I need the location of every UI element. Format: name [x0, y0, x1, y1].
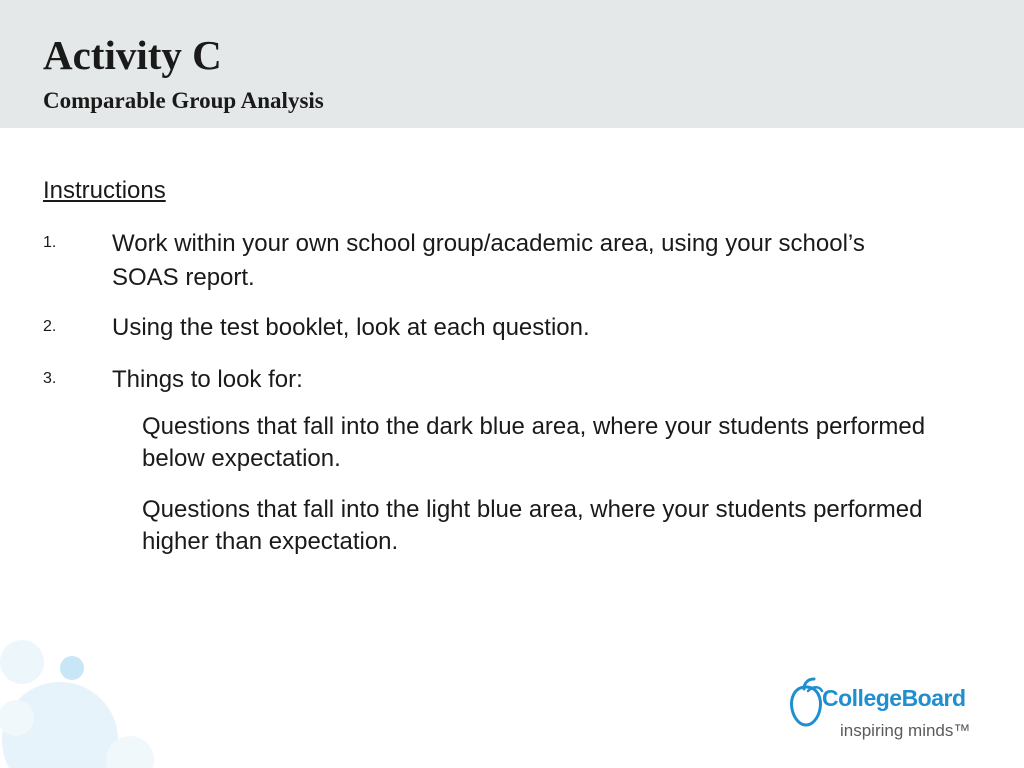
title-band: [0, 0, 1024, 128]
logo-tagline: inspiring minds™: [840, 721, 971, 740]
acorn-logo-icon: [786, 677, 826, 729]
sub-item-dark-blue: Questions that fall into the dark blue area, where your students performed below expectation.: [142, 413, 926, 472]
slide-subtitle: Comparable Group Analysis: [43, 88, 324, 113]
collegeboard-logo: [786, 673, 996, 743]
item-number: 1.: [43, 234, 57, 251]
item-text: Things to look for:: [112, 366, 303, 393]
decorative-bubbles-icon: [0, 600, 200, 768]
item-text: Work within your own school group/academic area, using your school’s SOAS report.: [112, 230, 865, 291]
item-text: Using the test booklet, look at each question.: [112, 314, 590, 341]
instructions-heading: Instructions: [43, 177, 166, 204]
item-number: 2.: [43, 318, 57, 335]
logo-wordmark: CollegeBoard: [822, 685, 966, 711]
sub-item-light-blue: Questions that fall into the light blue area, where your students performed higher than expectation.: [142, 496, 923, 555]
slide-title: Activity C: [43, 32, 222, 78]
item-number: 3.: [43, 370, 57, 387]
